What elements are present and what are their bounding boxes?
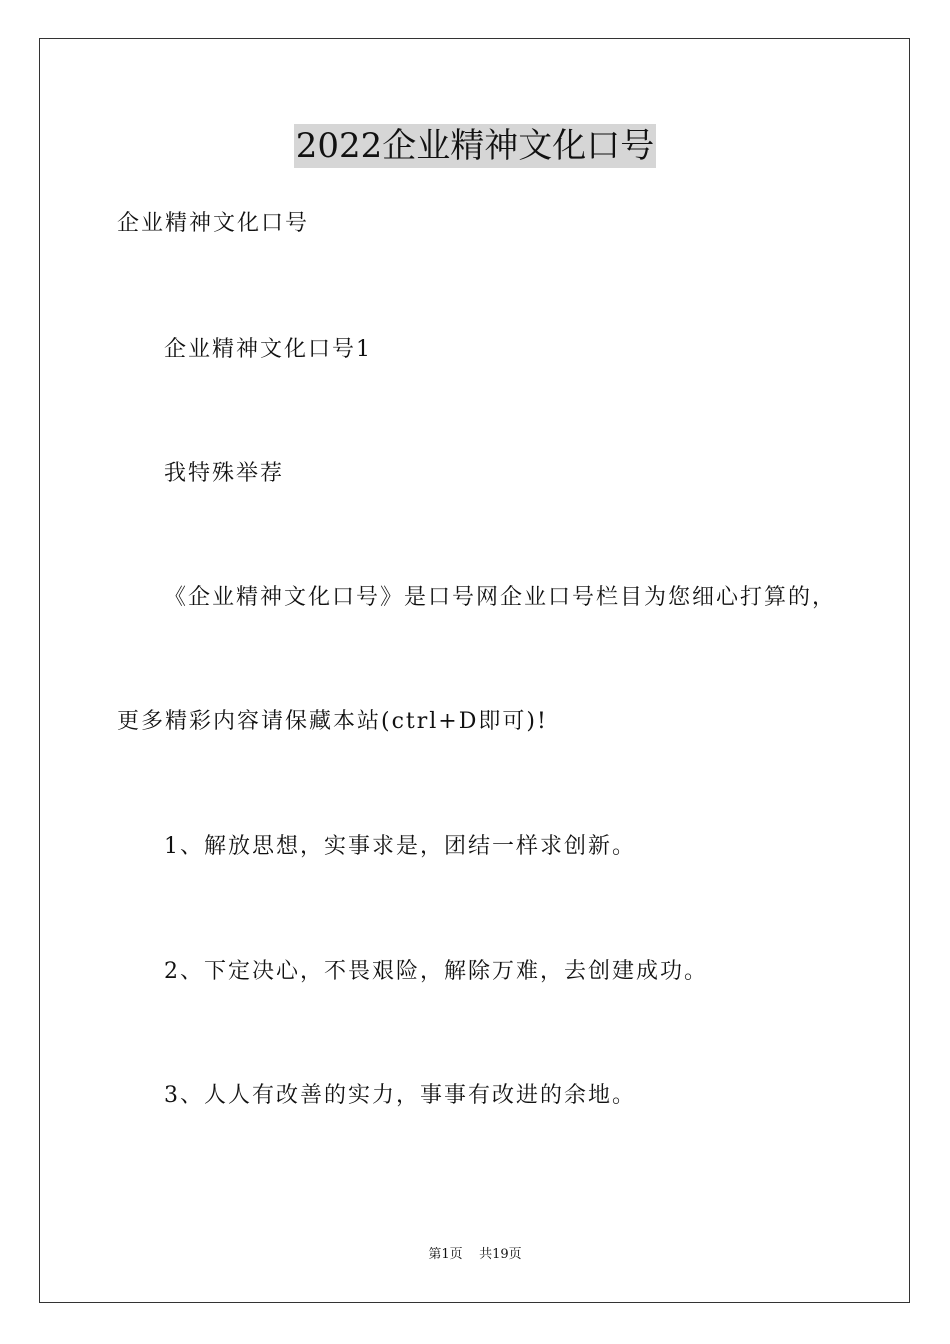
paragraph-subheading: 企业精神文化口号1 [164,337,372,362]
paragraph-intro: 《企业精神文化口号》是口号网企业口号栏目为您细心打算的， [164,585,837,610]
title-container [0,124,950,168]
paragraph-recommend: 我特殊举荐 [164,461,285,486]
slogan-item: 2、下定决心，不畏艰险，解除万难，去创建成功。 [164,959,708,984]
paragraph-intro-continued: 更多精彩内容请保藏本站(ctrl+D即可)! [117,709,548,734]
page-number-total: 共19页 [479,1247,522,1262]
slogan-item: 3、人人有改善的实力，事事有改进的余地。 [164,1083,636,1108]
slogan-item: 1、解放思想，实事求是，团结一样求创新。 [164,834,636,859]
document-title: 2022企业精神文化口号 [295,126,655,166]
page-footer [0,1246,950,1264]
page-number-current: 第1页 [428,1247,463,1262]
paragraph-heading: 企业精神文化口号 [117,211,310,236]
